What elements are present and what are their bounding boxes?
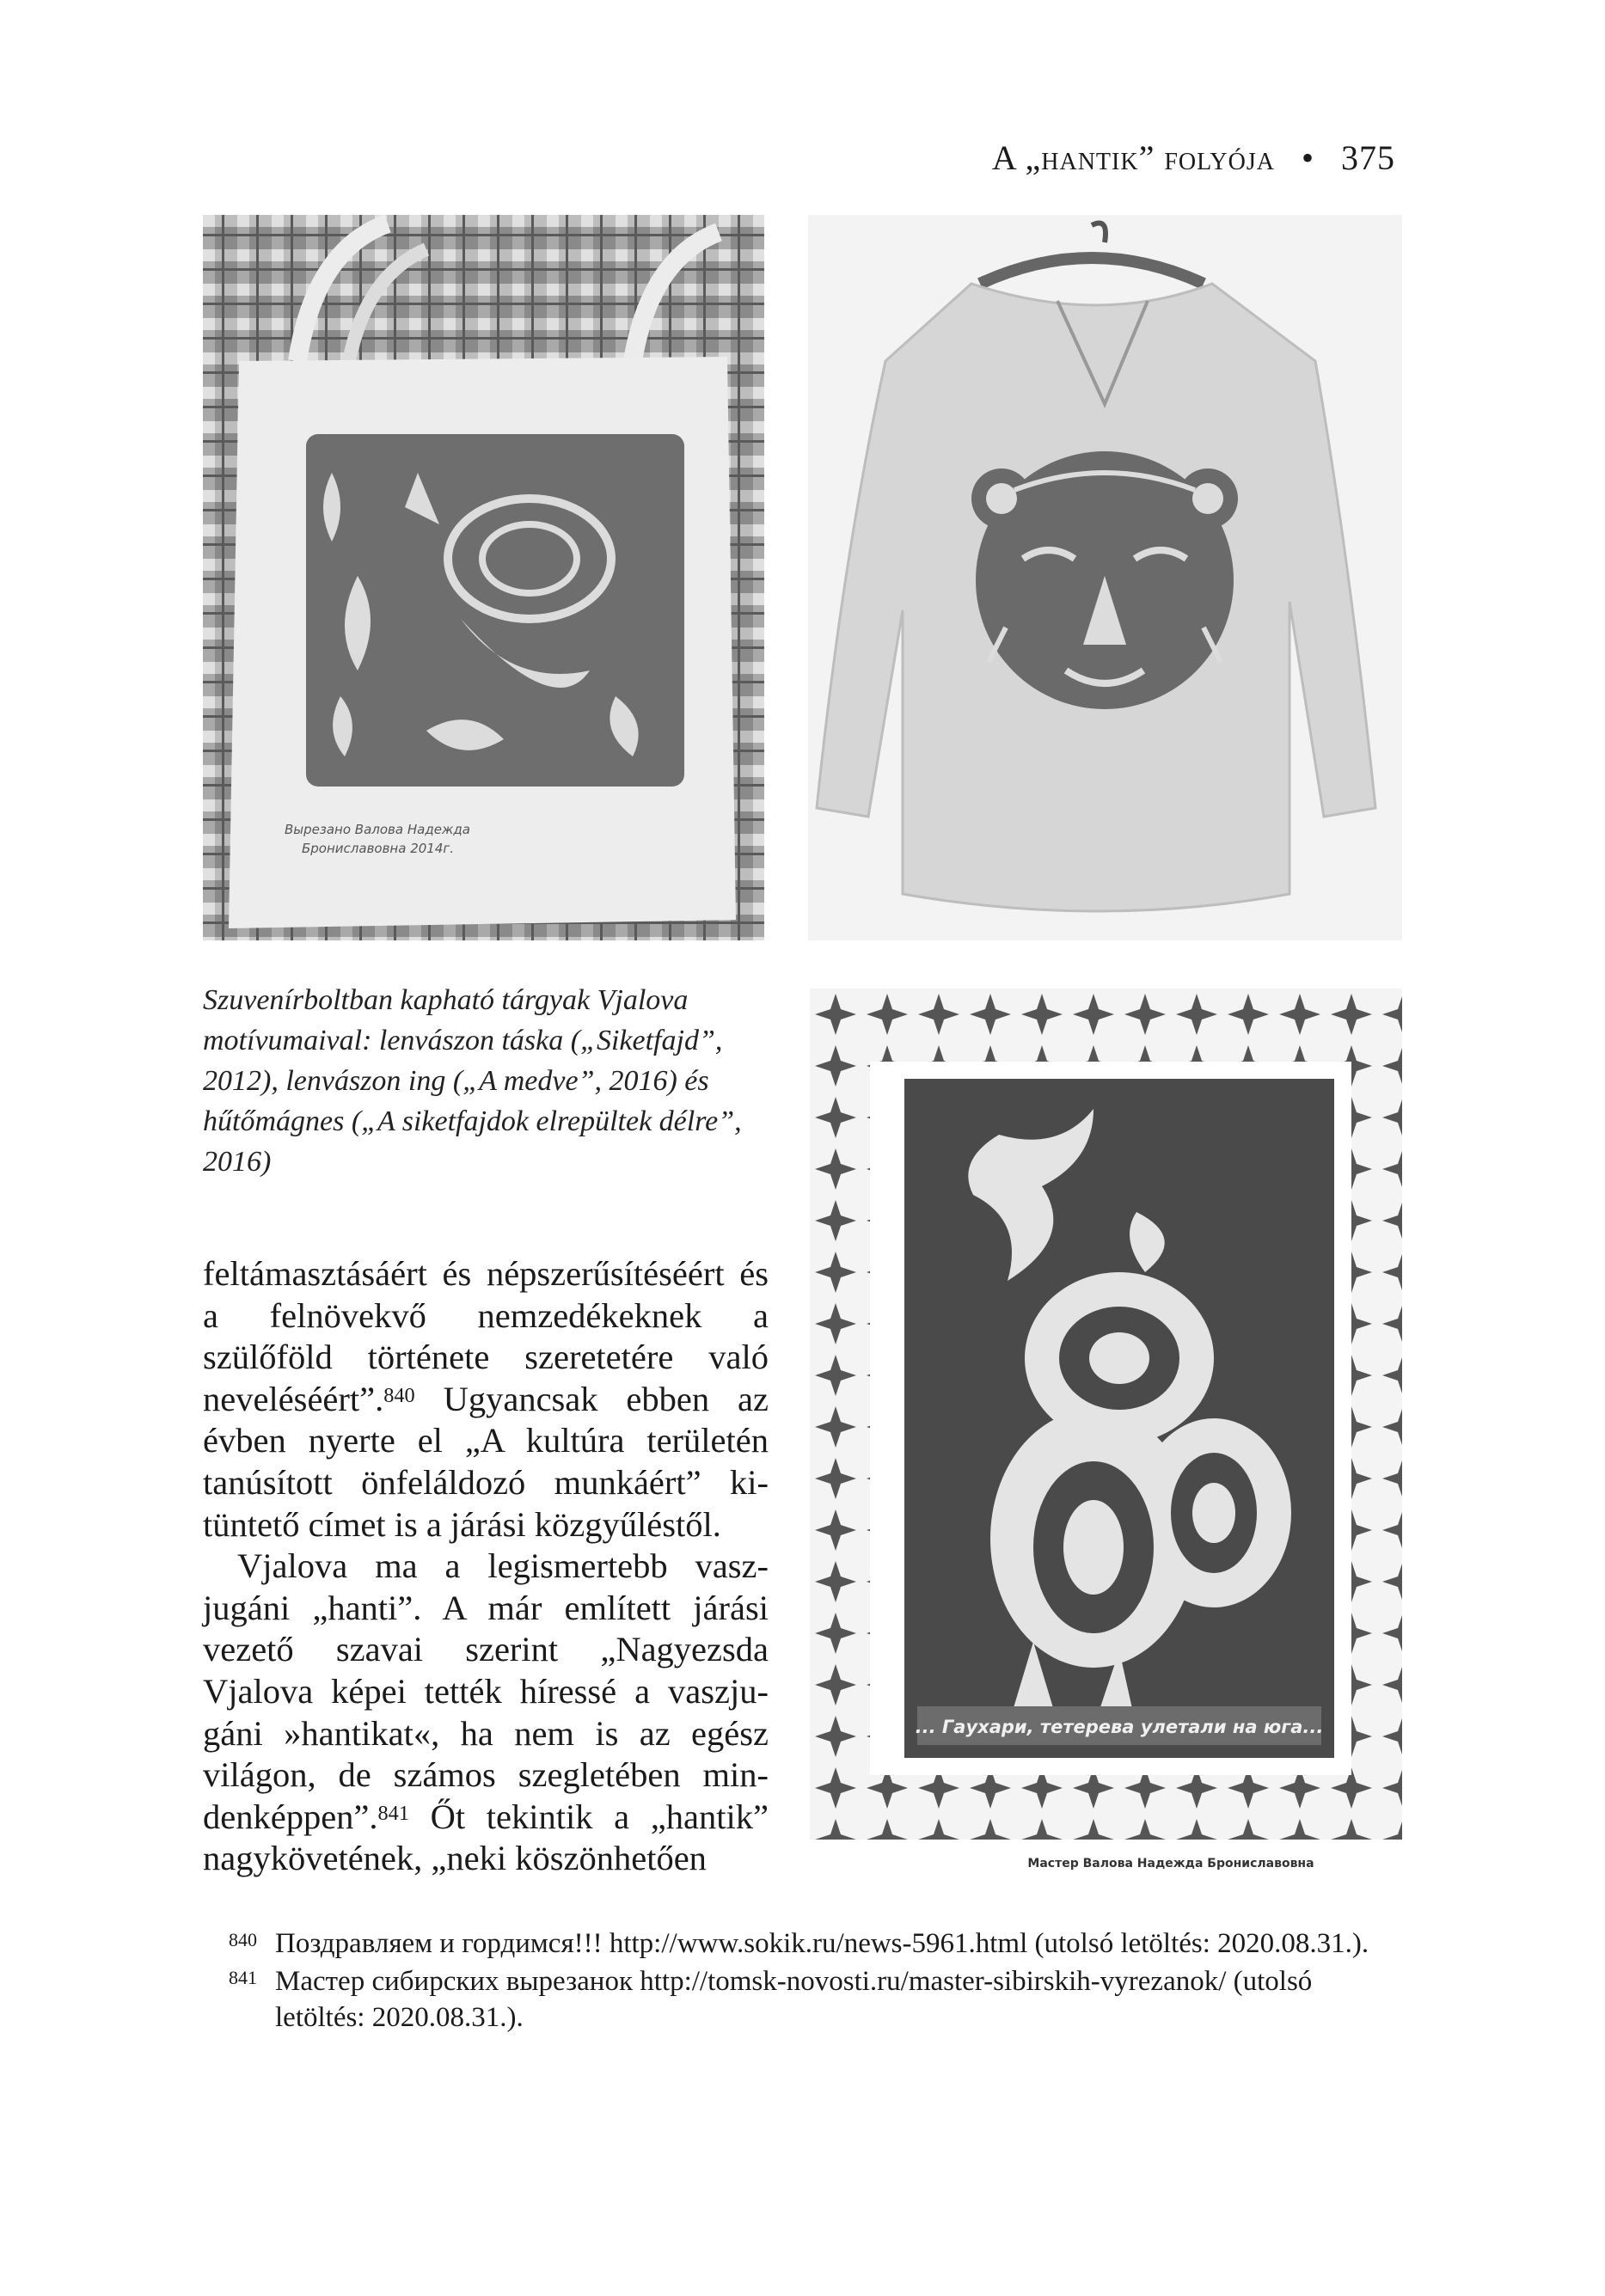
footnote-number: 841	[229, 1967, 257, 1988]
body-text	[203, 1253, 769, 1880]
footnote-ref-841[interactable]: 841	[377, 1801, 409, 1825]
bag-inscription-line2: Брониславовна 2014г.	[302, 841, 455, 856]
running-head-title: „hantik” folyója	[1025, 138, 1275, 177]
footnote-text: Поздравляем и гордимся!!! http://www.sokik.ru/news-5961.html (utolsó letöltés: 2020.08.31.).	[275, 1928, 1369, 1959]
running-head	[992, 138, 1395, 178]
page-number: 375	[1341, 138, 1395, 177]
magnet-inscription: ... Гаухари, тетерева улетали на юга...	[915, 1717, 1324, 1737]
footnote-ref-840[interactable]: 840	[383, 1383, 415, 1407]
paragraph-2: Vjalova ma a legismertebb vaszjugáni „hanti”. A már említett járási vezető szavai szerint „Nagyezsda Vjalova képei tették híressé a vaszjugáni »hantikat«, ha nem is az egész világon, de számos szegletében mindenképpen”.$^{841}$ Őt tekintik a „hantik” nagykövetének, „neki köszönhetően	[203, 1546, 769, 1878]
figure-caption: Szuvenírboltban kapható tárgyak Vjalova motívumaival: lenvászon táska („Siketfajd”, 2012), lenvászon ing („A medve”, 2016) és hűtőmágnes („A siketfajdok elrepültek délre”, 2016)	[203, 984, 742, 1178]
photo-linen-shirt	[808, 215, 1402, 940]
footnote-840	[203, 1926, 1402, 1962]
footnote-text: Мастер сибирских вырезанок http://tomsk-novosti.ru/master-sibirskih-vyrezanok/ (utolsó letöltés: 2020.08.31.).	[275, 1966, 1313, 2033]
running-head-bullet: •	[1301, 138, 1314, 177]
footnote-number: 840	[229, 1929, 257, 1950]
footnotes	[203, 1926, 1402, 2037]
photo-fridge-magnet	[810, 989, 1402, 1884]
photo-tote-bag	[203, 215, 764, 940]
footnote-841	[203, 1963, 1402, 2036]
paragraph-1: feltámasztásáért és népszerűsítéséért és a felnövekvő nemzedékeknek a szülőföld története szeretetére való neveléséért”.$^{840}$ Ugyancsak ebben az évben nyerte el „A kultúra területén tanúsított önfeláldozó munkáért” kitüntető címet is a járási közgyűléstől.	[203, 1254, 769, 1544]
running-head-prefix: A	[991, 138, 1016, 177]
bag-inscription-line1: Вырезано Валова Надежда	[285, 822, 470, 837]
magnet-credit: Мастер Валова Надежда Брониславовна	[1027, 1857, 1314, 1870]
